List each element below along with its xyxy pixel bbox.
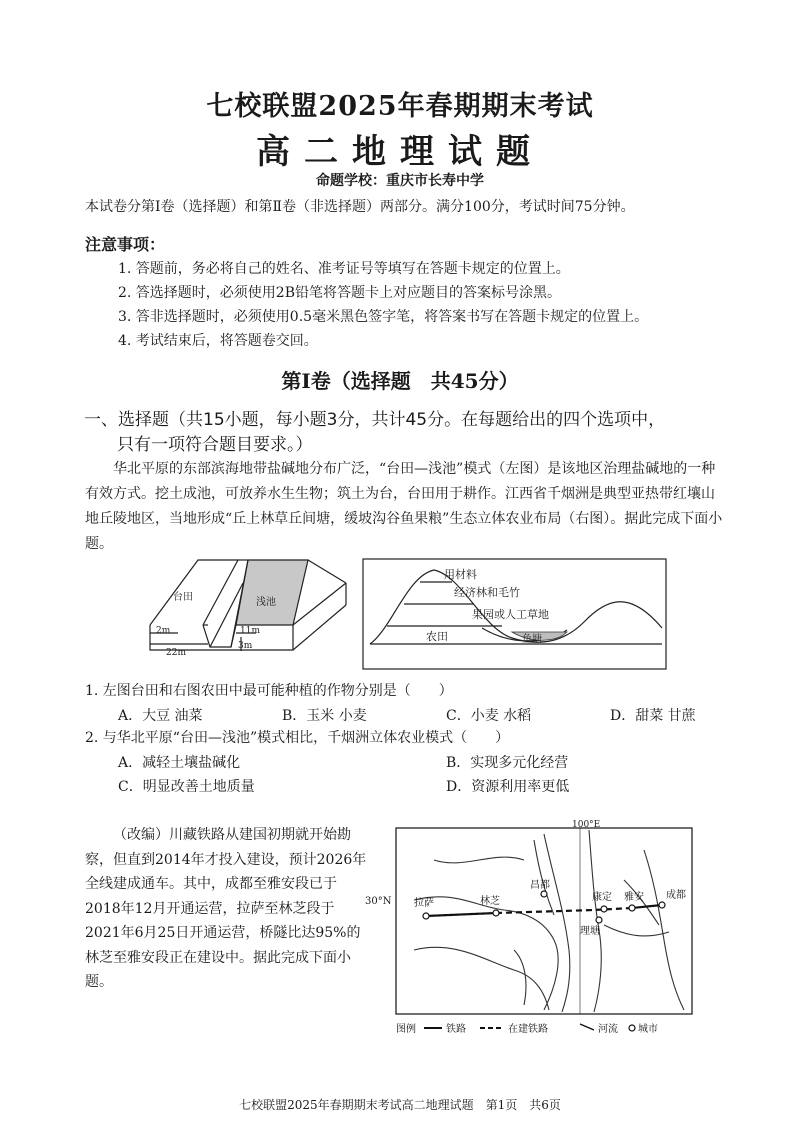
city-chengdu: 成都 [666, 890, 686, 901]
dim-2m: 2m [156, 626, 171, 636]
q2-option-c: C．明显改善土地质量 [118, 779, 255, 795]
author-line: 命题学校：重庆市长寿中学 [316, 173, 484, 189]
city-kangding: 康定 [592, 892, 612, 903]
note-item: 1. 答题前，务必将自己的姓名、准考证号等填写在答题卡规定的位置上。 [118, 261, 570, 277]
intro-line: 本试卷分第Ⅰ卷（选择题）和第Ⅱ卷（非选择题）两部分。满分100分，考试时间75分钟。 [85, 199, 635, 215]
dim-3m: 3m [238, 641, 253, 651]
section-heading-line1: 一、选择题（共15小题，每小题3分，共计45分。在每题给出的四个选项中， [84, 410, 666, 430]
q1-option-c: C．小麦 水稻 [446, 708, 532, 724]
volume-heading: 第Ⅰ卷（选择题 共45分） [281, 369, 519, 393]
legend-under-construction: 在建铁路 [508, 1024, 548, 1035]
longitude-label: 100°E [572, 820, 601, 830]
city-nyingchi: 林芝 [480, 896, 500, 907]
city-qamdo: 昌都 [530, 880, 550, 891]
dim-22m: 22m [166, 648, 186, 658]
note-item: 4. 考试结束后，将答题卷交回。 [118, 333, 318, 349]
question-1-stem: 1. 左图台田和右图农田中最可能种植的作物分别是（ ） [85, 683, 453, 699]
exam-subtitle: 高二地理试题 [256, 132, 544, 172]
passage-2: （改编）川藏铁路从建国初期就开始勘察，但直到2014年才投入建设，预计2026年全线建成通车。其中，成都至雅安段已于2018年12月开通运营，拉萨至林芝段于2021年6月25日开通运营，桥隧比达95%的林芝至雅安段正在建设中。据此完成下面小题。 [85, 827, 367, 990]
section-heading [84, 408, 734, 458]
label-qianchi: 浅池 [256, 597, 276, 608]
label-farmland: 农田 [426, 630, 448, 643]
city-lhasa: 拉萨 [414, 898, 434, 909]
label-orchard: 果园或人工草地 [472, 608, 549, 621]
label-economic-forest: 经济林和毛竹 [454, 586, 520, 599]
sichuan-tibet-railway-map [394, 820, 720, 1040]
label-timber: 用材料 [444, 568, 477, 581]
dim-11m: 11m [240, 626, 260, 636]
question-2-stem: 2. 与华北平原“台田—浅池”模式相比，千烟洲立体农业模式（ ） [85, 730, 510, 746]
legend-title: 图例 [396, 1024, 416, 1035]
label-taitian: 台田 [173, 592, 193, 603]
legend-river: 河流 [598, 1024, 618, 1035]
legend-railway: 铁路 [446, 1024, 466, 1035]
page-footer: 七校联盟2025年春期期末考试高二地理试题 第1页 共6页 [239, 1098, 561, 1112]
q1-option-a: A．大豆 油菜 [118, 708, 203, 724]
q2-option-d: D．资源利用率更低 [446, 779, 570, 795]
latitude-label: 30°N [365, 896, 392, 907]
note-item: 2. 答选择题时，必须使用2B铅笔将答题卡上对应题目的答案标号涂黑。 [118, 285, 562, 301]
label-fishpond: 鱼塘 [522, 634, 542, 645]
q2-option-a: A．减轻土壤盐碱化 [118, 755, 241, 771]
note-item: 3. 答非选择题时，必须使用0.5毫米黑色签字笔，将答案书写在答题卡规定的位置上。 [118, 309, 649, 325]
legend-city: 城市 [638, 1024, 658, 1035]
figure-stereo-agriculture [362, 558, 667, 670]
city-litang: 理塘 [580, 926, 600, 937]
notes-heading: 注意事项： [85, 235, 166, 254]
q1-option-b: B．玉米 小麦 [282, 708, 367, 724]
passage-1: 华北平原的东部滨海地带盐碱地分布广泛，“台田—浅池”模式（左图）是该地区治理盐碱地的一种有效方式。挖土成池，可放养水生生物；筑土为台，台田用于耕作。江西省千烟洲是典型亚热带红壤山地丘陵地区，当地形成“丘上林草丘间塘，缓坡沟谷鱼果粮”生态立体农业布局（右图）。据此完成下面小题。 [85, 461, 723, 552]
exam-title: 七校联盟2025年春期期末考试 [206, 91, 594, 122]
figure-taitian-qianchi [148, 555, 348, 670]
city-yaan: 雅安 [624, 892, 644, 903]
section-heading-line2: 只有一项符合题目要求。） [117, 435, 313, 455]
q2-option-b: B．实现多元化经营 [446, 755, 569, 771]
q1-option-d: D．甜菜 甘蔗 [610, 708, 696, 724]
